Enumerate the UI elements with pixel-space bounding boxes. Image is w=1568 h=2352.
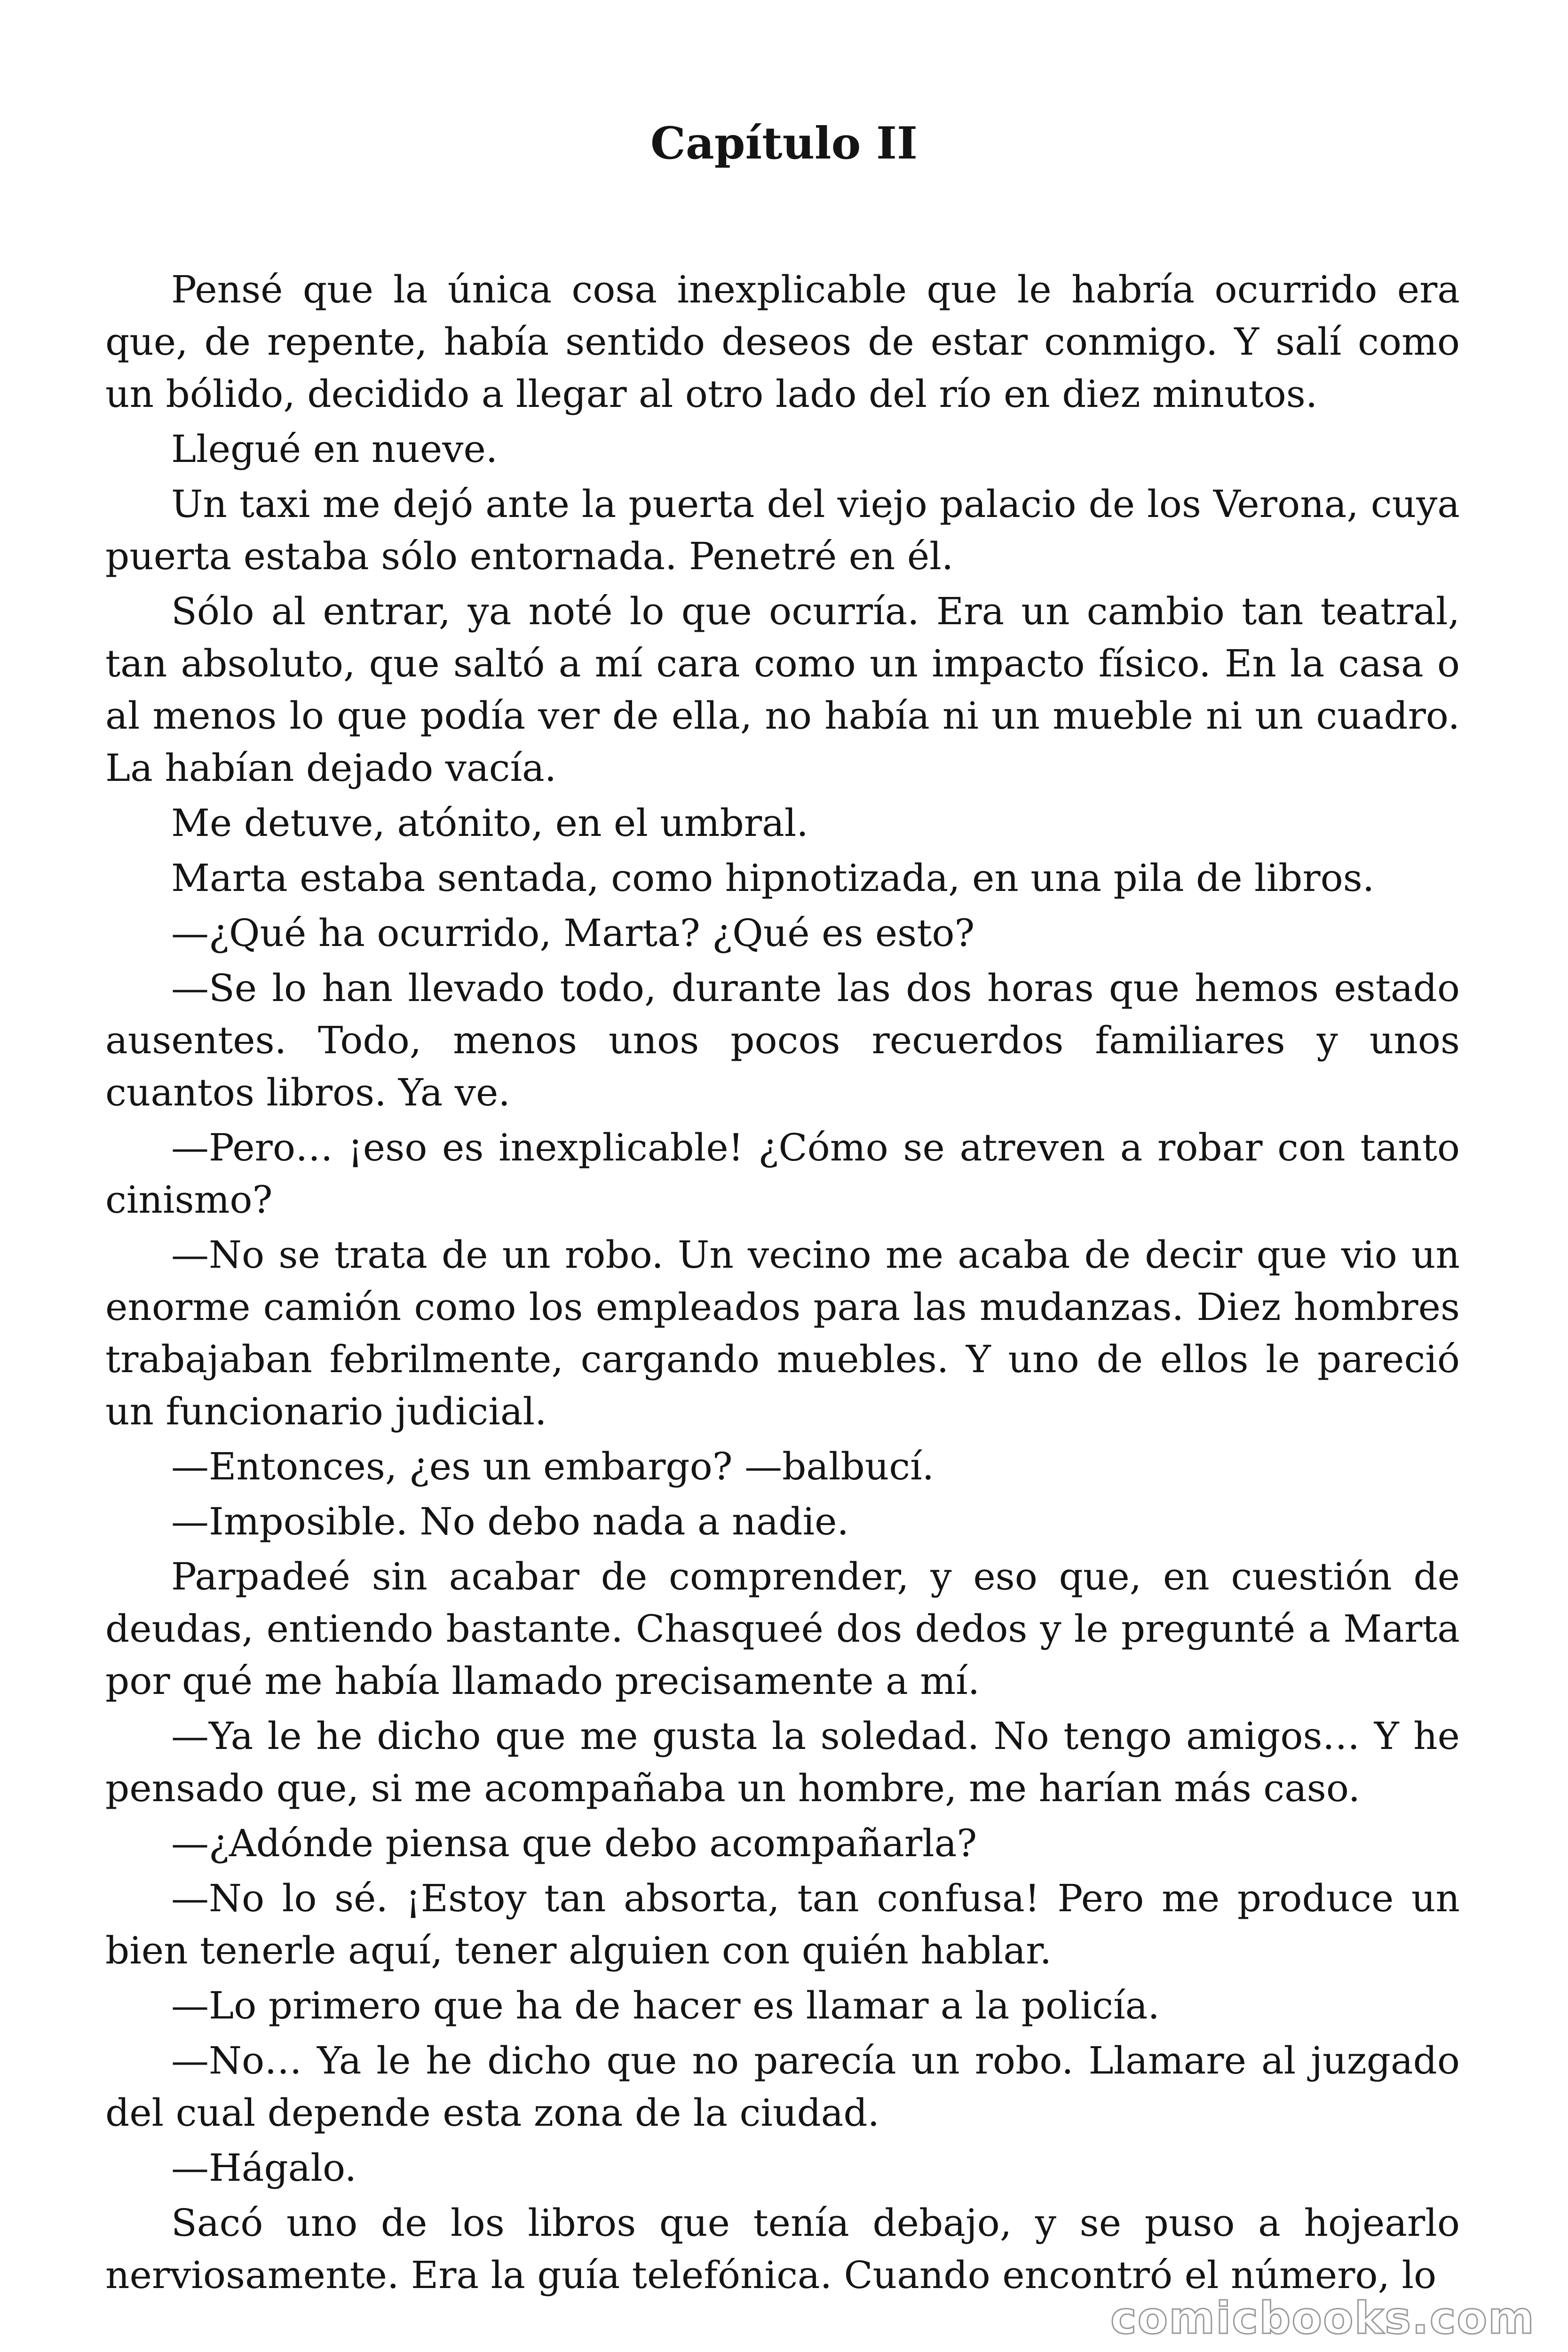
paragraph-8: —Se lo han llevado todo, durante las dos horas que hemos estado ausentes. Todo, menos unos pocos recuerdos familiares y unos cuantos libros. Ya ve. xyxy=(105,966,1460,1114)
paragraph-3: Un taxi me dejó ante la puerta del viejo palacio de los Verona, cuya puerta estaba sólo entornada. Penetré en él. xyxy=(105,482,1460,578)
paragraph-7: —¿Qué ha ocurrido, Marta? ¿Qué es esto? xyxy=(171,911,975,955)
body-text xyxy=(105,263,1460,2301)
watermark: comicbooks.com xyxy=(1110,2293,1535,2344)
paragraph-6: Marta estaba sentada, como hipnotizada, en una pila de libros. xyxy=(171,856,1375,900)
paragraph-20: Sacó uno de los libros que tenía debajo, y se puso a hojearlo nerviosamente. Era la guía telefónica. Cuando encontró el número, lo xyxy=(105,2201,1460,2297)
paragraph-15: —¿Adónde piensa que debo acompañarla? xyxy=(171,1821,977,1865)
paragraph-16: —No lo sé. ¡Estoy tan absorta, tan confusa! Pero me produce un bien tenerle aquí, tener alguien con quién hablar. xyxy=(105,1876,1460,1972)
paragraph-9: —Pero… ¡eso es inexplicable! ¿Cómo se atreven a robar con tanto cinismo? xyxy=(105,1126,1460,1222)
paragraph-17: —Lo primero que ha de hacer es llamar a la policía. xyxy=(171,1984,1160,2027)
paragraph-12: —Imposible. No debo nada a nadie. xyxy=(171,1500,849,1543)
paragraph-19: —Hágalo. xyxy=(171,2146,357,2190)
paragraph-13: Parpadeé sin acabar de comprender, y eso que, en cuestión de deudas, entiendo bastante. Chasqueé dos dedos y le pregunté a Marta por qué me había llamado precisamente a mí. xyxy=(105,1555,1460,1703)
paragraph-1: Pensé que la única cosa inexplicable que le habría ocurrido era que, de repente, había sentido deseos de estar conmigo. Y salí como un bólido, decidido a llegar al otro lado del río en diez minutos. xyxy=(105,268,1460,416)
paragraph-4: Sólo al entrar, ya noté lo que ocurría. Era un cambio tan teatral, tan absoluto, que saltó a mí cara como un impacto físico. En la casa o al menos lo que podía ver de ella, no había ni un mueble ni un cuadro. La habían dejado vacía. xyxy=(105,589,1460,790)
paragraph-5: Me detuve, atónito, en el umbral. xyxy=(171,801,808,845)
paragraph-11: —Entonces, ¿es un embargo? —balbucí. xyxy=(171,1445,934,1488)
paragraph-10: —No se trata de un robo. Un vecino me acaba de decir que vio un enorme camión como los empleados para las mudanzas. Diez hombres trabajaban febrilmente, cargando muebles. Y uno de ellos le pareció un funcionario judicial. xyxy=(105,1233,1460,1433)
paragraph-18: —No… Ya le he dicho que no parecía un robo. Llamare al juzgado del cual depende esta zona de la ciudad. xyxy=(105,2039,1460,2135)
paragraph-2: Llegué en nueve. xyxy=(171,427,498,471)
chapter-title: Capítulo II xyxy=(650,118,918,169)
paragraph-14: —Ya le he dicho que me gusta la soledad. No tengo amigos… Y he pensado que, si me acompañaba un hombre, me harían más caso. xyxy=(105,1714,1460,1810)
